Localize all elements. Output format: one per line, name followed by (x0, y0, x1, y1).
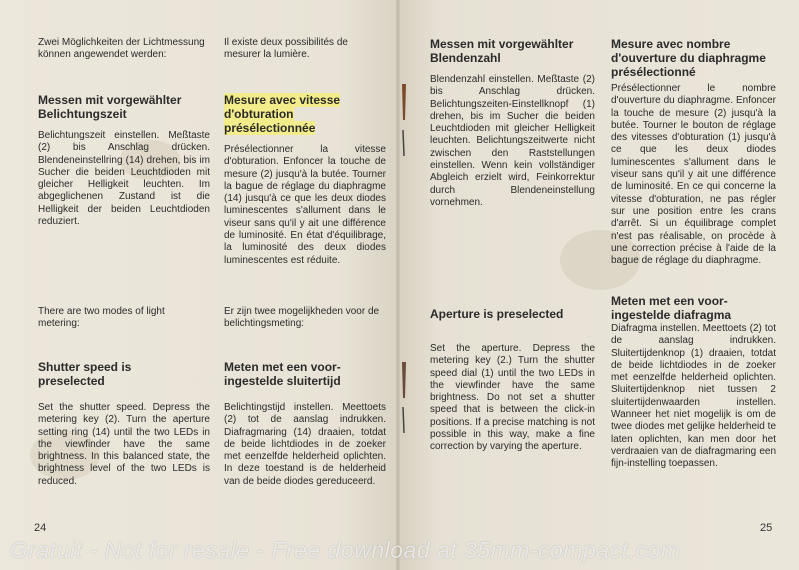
fr-shutter-body: Présélectionner la vitesse d'obturation. Enfoncer la touche de mesure (2) jusqu'à la butée. Tourner la bague de réglage du diaphragme (14) jusqu'à ce que les deux diodes luminescentes s'allument dans le viseur sans qu'il y ait une différence de luminosité. En état d'équilibrage, la luminosité des deux diodes luminescentes est réduite. (224, 144, 386, 266)
de-aperture-heading: Messen mit vorgewählter Blendenzahl (430, 37, 574, 65)
en-aperture-heading: Aperture is preselected (430, 307, 564, 321)
en-shutter-body: Set the shutter speed. Depress the metering key (2). Turn the aperture setting ring (14) until the two LEDs in the viewfinder have the same brightness. In this balanced state, the brightness level of the two LEDs is reduced. (38, 402, 210, 487)
en-shutter-section (38, 360, 210, 488)
en-aperture-body: Set the aperture. Depress the metering key (2.) Turn the shutter speed dial (1) until the two LEDs in the viewfinder have the same brightness. Do not set a shutter speed that is between the click-in positions. If a precise matching is not possible in this way, make a fine correction by varying the aperture. (430, 343, 595, 453)
fr-intro (224, 37, 384, 62)
nl-aperture-heading: Meten met een voor-ingestelde diafragma (611, 294, 732, 322)
en-intro-text: There are two modes of light metering: (38, 306, 165, 330)
de-aperture-section (430, 37, 595, 209)
staple-mark (398, 82, 410, 122)
de-shutter-section (38, 93, 210, 228)
en-intro (38, 306, 198, 331)
watermark-text: Gratuit - Not for resale - Free download at 35mm-compact.com (10, 537, 681, 563)
nl-aperture-body: Diafragma instellen. Meettoets (2) tot de aanslag indrukken. Sluitertijdenknop (1) draaien, totdat de beide lichtdiodes in de zoeker met eenzelfde helderheid oplichten. Sluitertijdenknop niet tussen 2 sluitertijdenwaarden instellen. Wanneer het niet mogelijk is om de twee diodes met gelijke helderheid te laten oplichten, kan men door het verdraaien van de diafragmaring een fijn-instelling toepassen. (611, 323, 776, 470)
staple-mark (398, 128, 410, 158)
de-aperture-body: Blendenzahl einstellen. Meßtaste (2) bis Anschlag drücken. Belichtungszeiten-Einstellknopf (1) drehen, bis im Sucher die beiden Leuchtdioden mit gleicher Helligkeit leuchten. Belichtungszeitwerte nicht zwischen den Raststellungen einstellen. Wenn kein vollständiger Abgleich erzielt wird, Feinkorrektur durch Blendeneinstellung vornehmen. (430, 74, 595, 208)
de-shutter-heading: Messen mit vorgewählter Belichtungszeit (38, 93, 182, 121)
en-shutter-heading: Shutter speed is preselected (38, 360, 132, 388)
de-intro-text: Zwei Möglichkeiten der Lichtmessung können angewendet werden: (38, 37, 205, 61)
en-aperture-section (430, 307, 595, 454)
fr-aperture-body: Présélectionner le nombre d'ouverture du diaphragme. Enfoncer la touche de mesure (2) jusqu'à la butée. Tourner le bouton de réglage des vitesses d'obturation (1) jusqu'à ce que les deux diodes luminescentes s'allument dans le viseur sans qu'il y ait une différence de luminosité. En ce qui concerne la vitesse d'obturation, ne pas régler sur une position entre les crans d'arrêt. Si un équilibrage complet n'est pas réalisable, on procède à une correction précise à l'aide de la bague de réglage du diaphragme. (611, 83, 776, 267)
fr-intro-text: Il existe deux possibilités de mesurer la lumière. (224, 37, 348, 61)
nl-shutter-section (224, 360, 386, 488)
fr-aperture-heading: Mesure avec nombre d'ouverture du diaphragme présélectionné (611, 37, 766, 79)
page-number-right: 25 (760, 522, 773, 534)
nl-shutter-body: Belichtingstijd instellen. Meettoets (2) tot de aanslag indrukken. Diafragmaring (14) draaien, totdat de beide lichtdiodes in de zoeker met eenzelfde helderheid oplichten. In deze toestand is de helderheid van de beide diodes gereduceerd. (224, 402, 386, 487)
nl-intro-text: Er zijn twee mogelijkheden voor de belichtingsmeting: (224, 306, 380, 330)
de-intro (38, 37, 208, 62)
fr-aperture-section (611, 37, 776, 267)
nl-shutter-heading: Meten met een voor-ingestelde sluitertijd (224, 360, 341, 388)
staple-mark (398, 405, 410, 435)
fr-shutter-heading-highlight: Mesure avec vitesse d'obturation présélectionnée (224, 93, 341, 135)
page-number-left: 24 (34, 522, 47, 534)
nl-intro (224, 306, 384, 331)
de-shutter-body: Belichtungszeit einstellen. Meßtaste (2) bis Anschlag drücken. Blendeneinstellring (14) drehen, bis im Sucher die beiden Leuchtdioden mit gleicher Helligkeit leuchten. Im abgeglichenen Zustand ist die Helligkeit der beiden Leuchtdioden reduziert. (38, 130, 210, 228)
fr-shutter-heading (224, 93, 386, 135)
nl-aperture-section (611, 294, 776, 471)
staple-mark (398, 360, 410, 400)
fr-shutter-section (224, 93, 386, 267)
